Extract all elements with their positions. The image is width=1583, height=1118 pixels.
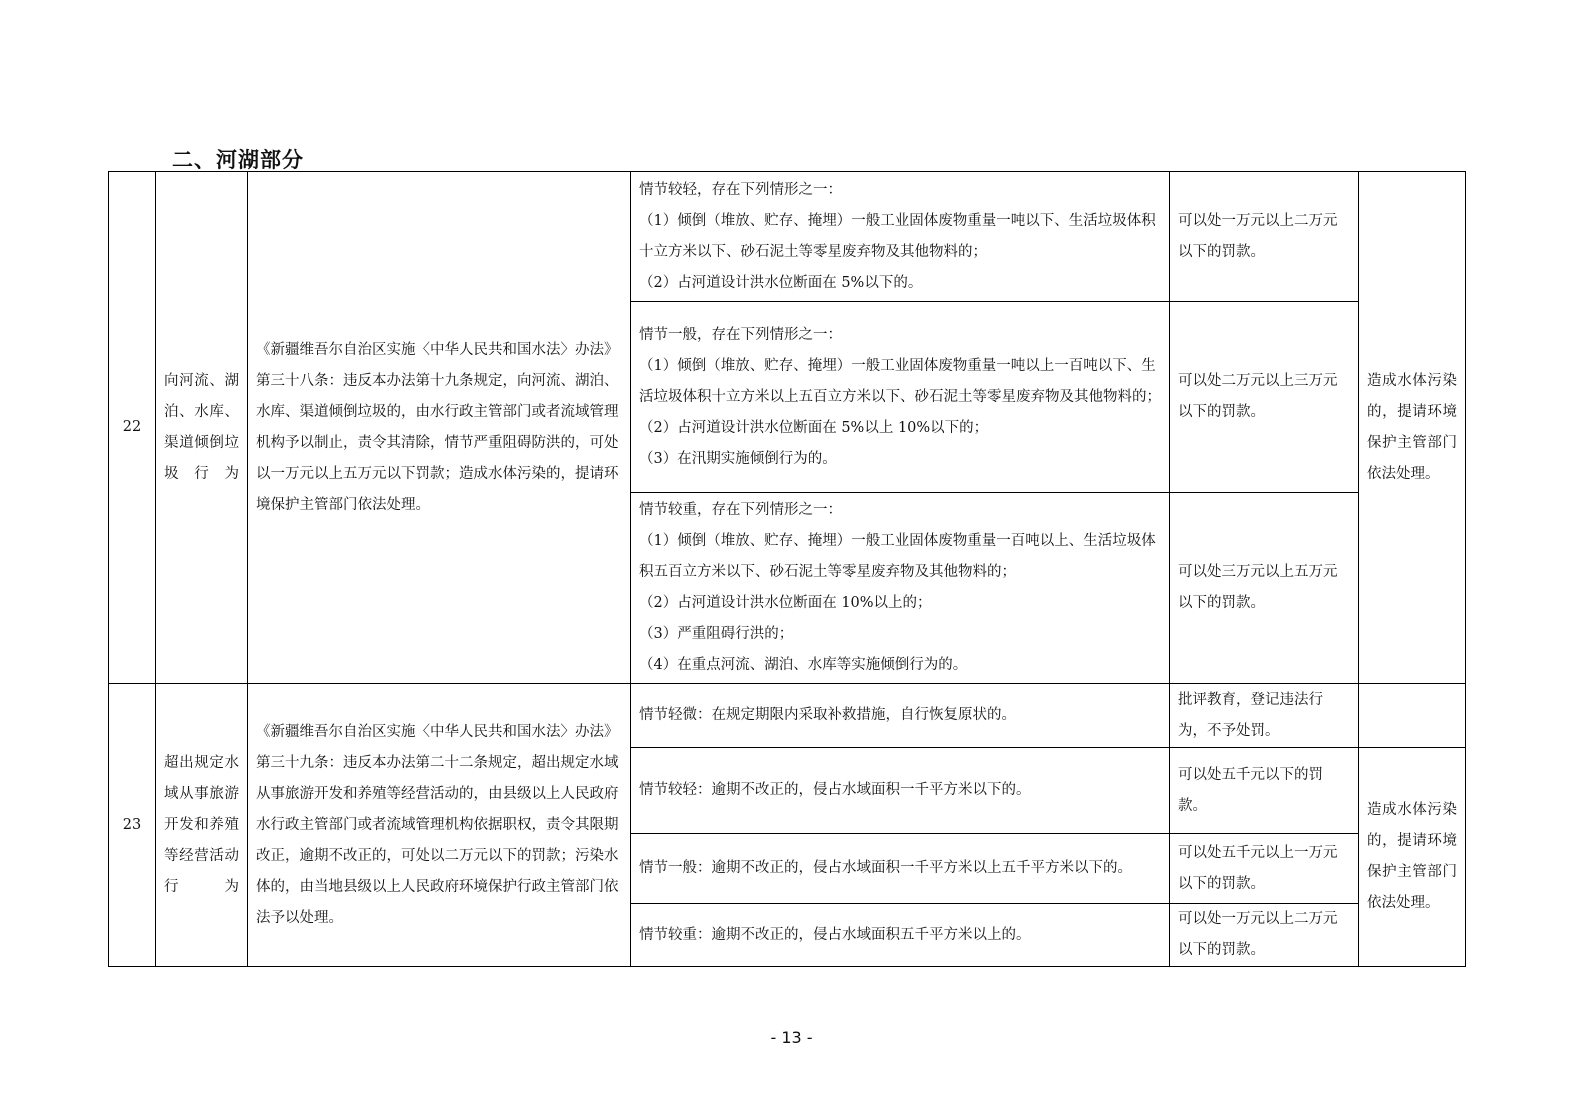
penalty-table (108, 171, 1466, 967)
penalty-cell: 可以处三万元以上五万元以下的罚款。 (1170, 493, 1359, 684)
penalty-cell: 可以处五千元以下的罚款。 (1170, 748, 1359, 834)
penalty-cell: 可以处一万元以上二万元以下的罚款。 (1170, 904, 1359, 967)
situation-line: （3）严重阻碍行洪的； (639, 626, 794, 642)
situation-line: （2）占河道设计洪水位断面在 5%以下的。 (639, 274, 923, 291)
situation-cell (631, 172, 1170, 302)
note-cell-empty (1359, 684, 1466, 748)
penalty-cell: 可以处五千元以上一万元以下的罚款。 (1170, 834, 1359, 904)
table-row (109, 684, 1466, 748)
situation-line: 情节较重，存在下列情形之一： (639, 502, 842, 518)
situation-cell (631, 904, 1170, 967)
situation-cell (631, 302, 1170, 493)
note-cell: 造成水体污染的，提请环境保护主管部门依法处理。 (1359, 748, 1466, 967)
situation-cell (631, 748, 1170, 834)
penalty-cell: 可以处二万元以上三万元以下的罚款。 (1170, 302, 1359, 493)
behavior-cell: 向河流、湖泊、水库、渠道倾倒垃圾行为 (156, 172, 248, 684)
situation-cell (631, 834, 1170, 904)
situation-line: （4）在重点河流、湖泊、水库等实施倾倒行为的。 (639, 657, 968, 673)
note-cell: 造成水体污染的，提请环境保护主管部门依法处理。 (1359, 172, 1466, 684)
situation-line: 情节较轻：逾期不改正的，侵占水域面积一千平方米以下的。 (639, 782, 1031, 798)
situation-line: （2）占河道设计洪水位断面在 10%以上的； (639, 595, 932, 611)
situation-line: 情节较轻，存在下列情形之一： (639, 181, 842, 198)
legal-basis-cell: 《新疆维吾尔自治区实施〈中华人民共和国水法〉办法》第三十九条：违反本办法第二十二条规定，超出规定水域从事旅游开发和养殖等经营活动的，由县级以上人民政府水行政主管部门或者流域管理机构依据职权，责令其限期改正，逾期不改正的，可处以二万元以下的罚款；污染水体的，由当地县级以上人民政府环境保护行政主管部门依法予以处理。 (248, 684, 631, 967)
table-row (109, 172, 1466, 302)
situation-cell (631, 684, 1170, 748)
legal-basis-cell: 《新疆维吾尔自治区实施〈中华人民共和国水法〉办法》第三十八条：违反本办法第十九条规定，向河流、湖泊、水库、渠道倾倒垃圾的，由水行政主管部门或者流域管理机构予以制止，责令其清除，情节严重阻碍防洪的，可处以一万元以上五万元以下罚款；造成水体污染的，提请环境保护主管部门依法处理。 (248, 172, 631, 684)
behavior-cell: 超出规定水域从事旅游开发和养殖等经营活动行为 (156, 684, 248, 967)
situation-cell (631, 493, 1170, 684)
situation-line: 情节轻微：在规定期限内采取补救措施，自行恢复原状的。 (639, 707, 1016, 723)
situation-line: （1）倾倒（堆放、贮存、掩埋）一般工业固体废物重量一吨以下、生活垃圾体积十立方米以下、砂石泥土等零星废弃物及其他物料的； (639, 212, 1156, 260)
penalty-cell: 批评教育，登记违法行为，不予处罚。 (1170, 684, 1359, 748)
section-title: 二、河湖部分 (172, 148, 304, 172)
situation-line: 情节一般，存在下列情形之一： (639, 326, 842, 343)
situation-line: （1）倾倒（堆放、贮存、掩埋）一般工业固体废物重量一百吨以上、生活垃圾体积五百立方米以下、砂石泥土等零星废弃物及其他物料的； (639, 533, 1156, 580)
situation-line: （3）在汛期实施倾倒行为的。 (639, 450, 837, 467)
situation-line: （1）倾倒（堆放、贮存、掩埋）一般工业固体废物重量一吨以上一百吨以下、生活垃圾体积十立方米以上五百立方米以下、砂石泥土等零星废弃物及其他物料的； (639, 357, 1161, 405)
row-number: 23 (109, 684, 156, 967)
situation-line: 情节一般：逾期不改正的，侵占水域面积一千平方米以上五千平方米以下的。 (639, 860, 1132, 876)
situation-line: （2）占河道设计洪水位断面在 5%以上 10%以下的； (639, 419, 989, 436)
penalty-cell: 可以处一万元以上二万元以下的罚款。 (1170, 172, 1359, 302)
page-number: - 13 - (770, 1028, 813, 1047)
row-number: 22 (109, 172, 156, 684)
situation-line: 情节较重：逾期不改正的，侵占水域面积五千平方米以上的。 (639, 926, 1031, 943)
